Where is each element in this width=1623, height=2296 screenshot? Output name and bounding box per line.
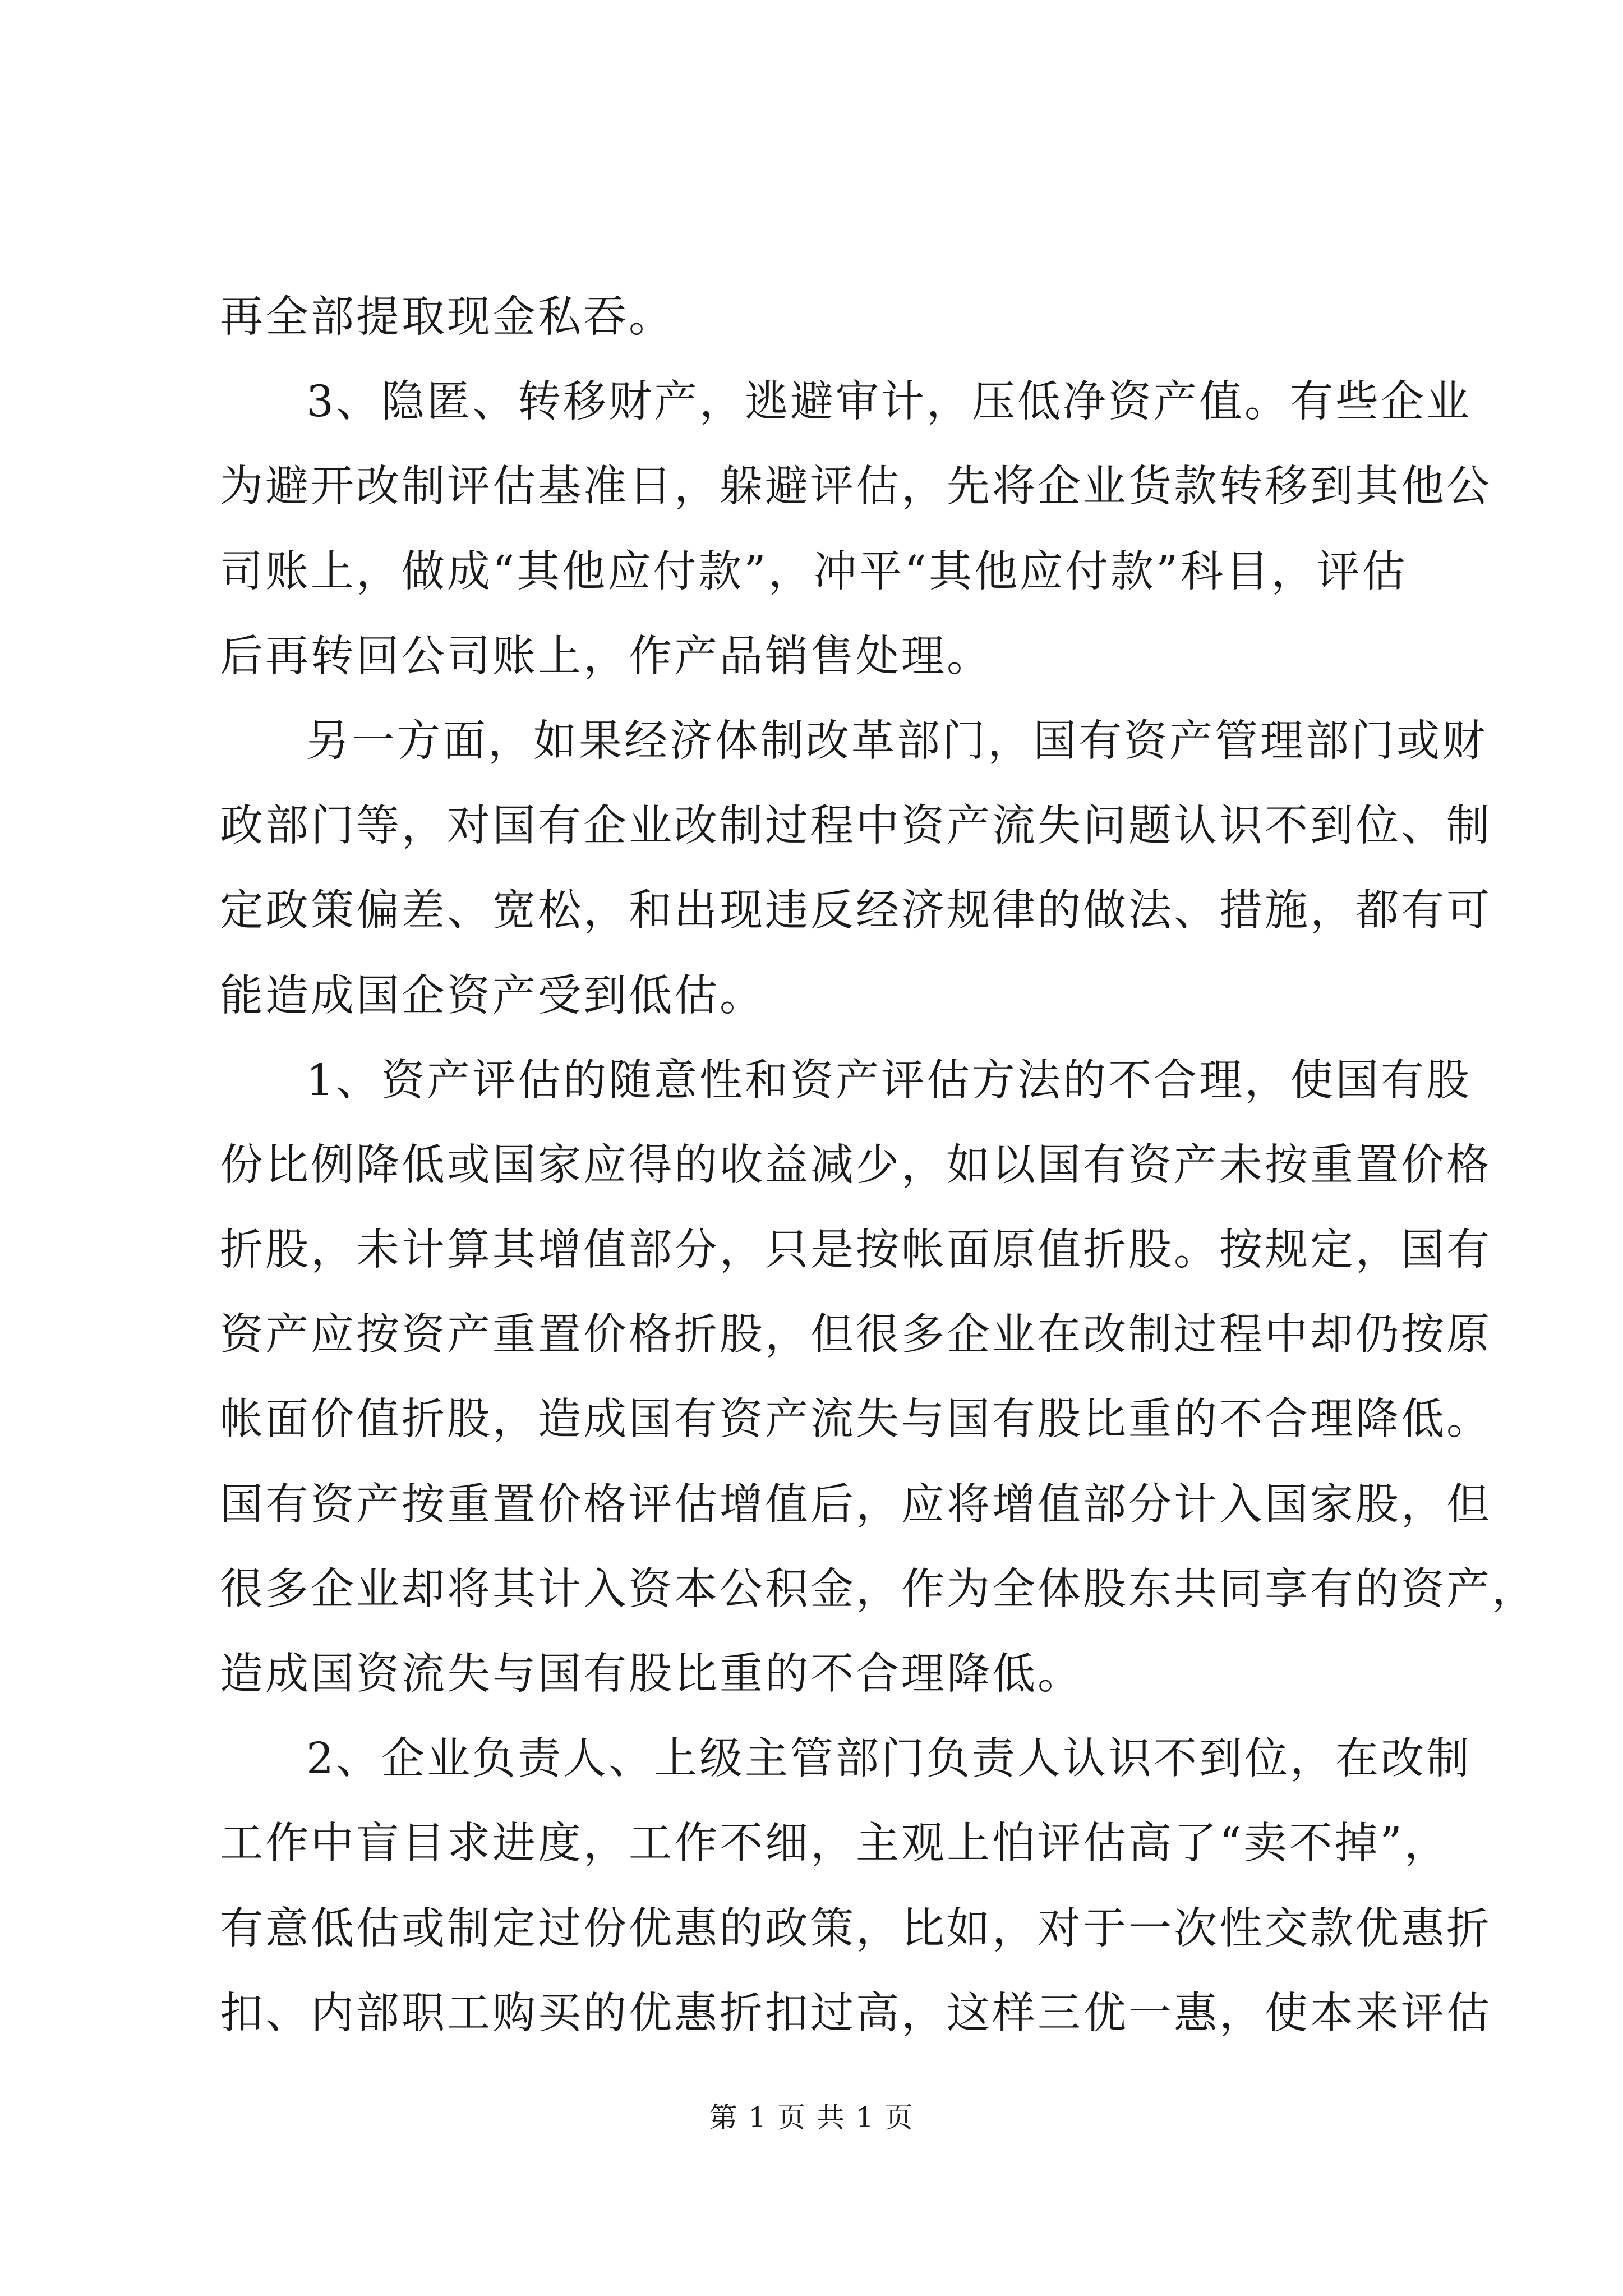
text-line: 1、资产评估的随意性和资产评估方法的不合理，使国有股 [306, 1055, 1472, 1106]
text-line: 造成国资流失与国有股比重的不合理降低。 [220, 1649, 1083, 1699]
text-line: 有意低估或制定过份优惠的政策，比如，对于一次性交款优惠折 [220, 1903, 1492, 1954]
text-line: 能造成国企资产受到低估。 [220, 970, 765, 1021]
text-line: 3、隐匿、转移财产，逃避审计，压低净资产值。有些企业 [306, 377, 1472, 427]
text-line: 工作中盲目求进度，工作不细，主观上怕评估高了“卖不掉”， [220, 1819, 1450, 1869]
text-line: 折股，未计算其增值部分，只是按帐面原值折股。按规定，国有 [220, 1225, 1492, 1276]
text-line: 很多企业却将其计入资本公积金，作为全体股东共同享有的资产， [220, 1564, 1537, 1614]
text-line: 帐面价值折股，造成国有资产流失与国有股比重的不合理降低。 [220, 1395, 1492, 1445]
text-line: 2、企业负责人、上级主管部门负责人认识不到位，在改制 [306, 1734, 1472, 1784]
page-number-footer: 第 1 页 共 1 页 [709, 2101, 914, 2134]
text-line: 定政策偏差、宽松，和出现违反经济规律的做法、措施，都有可 [220, 886, 1492, 936]
text-line: 政部门等，对国有企业改制过程中资产流失问题认识不到位、制 [220, 801, 1492, 852]
text-line: 份比例降低或国家应得的收益减少，如以国有资产未按重置价格 [220, 1140, 1492, 1190]
document-body [220, 275, 1537, 2056]
text-line: 为避开改制评估基准日，躲避评估，先将企业货款转移到其他公 [220, 462, 1492, 512]
text-line: 再全部提取现金私吞。 [220, 292, 674, 342]
text-line: 另一方面，如果经济体制改革部门，国有资产管理部门或财 [306, 716, 1487, 766]
text-line: 扣、内部职工购买的优惠折扣过高，这样三优一惠，使本来评估 [220, 1988, 1492, 2039]
text-line: 司账上，做成“其他应付款”，冲平“其他应付款”科目，评估 [220, 546, 1408, 597]
text-line: 后再转回公司账上，作产品销售处理。 [220, 631, 992, 682]
text-line: 资产应按资产重置价格折股，但很多企业在改制过程中却仍按原 [220, 1310, 1492, 1360]
text-line: 国有资产按重置价格评估增值后，应将增值部分计入国家股，但 [220, 1479, 1492, 1530]
